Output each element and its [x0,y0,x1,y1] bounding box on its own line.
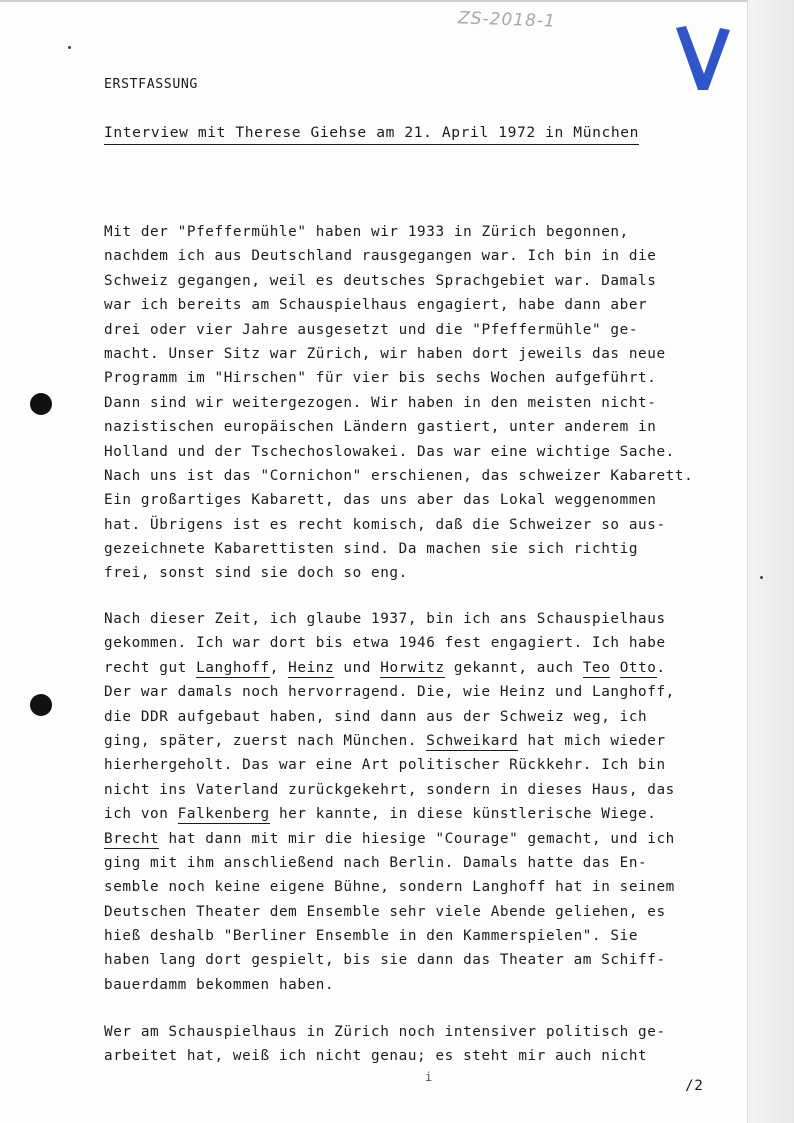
text-line [104,537,724,561]
text-line [104,391,724,415]
text-run: Programm im "Hirschen" für vier bis sechs Wochen aufgeführt. [104,370,657,387]
text-line [104,366,724,390]
text-line [104,607,724,631]
text-run: semble noch keine eigene Bühne, sondern Langhoff hat in seinem [104,879,675,896]
text-run: Schweiz gegangen, weil es deutsches Sprachgebiet war. Damals [104,272,657,289]
text-line [104,680,724,704]
text-run: Dann sind wir weitergezogen. Wir haben in den meisten nicht- [104,394,657,411]
speck-mark [68,46,71,49]
text-line [104,656,724,680]
speck-mark [760,576,763,579]
text-line [104,220,724,244]
text-run: frei, sonst sind sie doch so eng. [104,565,408,582]
text-run: hat. Übrigens ist es recht komisch, daß die Schweizer so aus- [104,516,666,533]
text-line [104,900,724,924]
text-line [104,342,724,366]
text-line [104,875,724,899]
text-run: gekannt, auch [444,659,583,676]
text-run: gezeichnete Kabarettisten sind. Da machen sie sich richtig [104,541,639,558]
text-run: hat mich wieder [518,732,666,749]
text-run: haben lang dort gespielt, bis sie dann das Theater am Schiff- [104,952,666,969]
archive-number: ZS-2018-1 [457,8,557,32]
document-title: Interview mit Therese Giehse am 21. April 1972 in München [104,124,639,145]
text-line [104,729,724,753]
text-line [104,269,724,293]
text-run: hieß deshalb "Berliner Ensemble in den Kammerspielen". Sie [104,928,639,945]
text-line [104,924,724,948]
underlined-name: Horwitz [380,659,445,676]
text-run: Wer am Schauspielhaus in Zürich noch intensiver politisch ge- [104,1024,666,1040]
text-line [104,488,724,512]
text-run: die DDR aufgebaut haben, sind dann aus der Schweiz weg, ich [104,708,648,725]
text-run: und [334,659,381,676]
draft-label: ERSTFASSUNG [104,77,198,92]
text-run [610,660,619,676]
text-line [104,778,724,802]
text-line [104,827,724,851]
text-run: arbeitet hat, weiß ich nicht genau; es steht mir auch nicht [104,1048,648,1065]
text-run: ging, später, zuerst nach München. [104,732,427,749]
punch-hole-icon [30,393,52,415]
text-run: Nach dieser Zeit, ich glaube 1937, bin ich ans Schauspielhaus [104,611,666,627]
text-run: , [269,659,289,676]
page-right-edge [747,0,794,1123]
text-line [104,851,724,875]
text-run: war ich bereits am Schauspielhaus engagiert, habe dann aber [104,297,648,314]
text-run: hierhergeholt. Das war eine Art politischer Rückkehr. Ich bin [104,757,666,774]
text-line [104,440,724,464]
text-run: Ein großartiges Kabarett, das uns aber das Lokal weggenommen [104,492,657,509]
text-line [104,318,724,342]
text-run: Nach uns ist das "Cornichon" erschienen, das schweizer Kabarett. [104,467,694,484]
text-line [104,464,724,488]
underlined-name: Heinz [288,659,335,676]
underlined-name: Otto [619,659,657,676]
v-check-mark-icon [672,22,734,94]
text-run: recht gut [104,659,197,676]
text-run: nicht ins Vaterland zurückgekehrt, sondern in dieses Haus, das [104,781,675,798]
text-run: . [656,659,666,676]
text-run: Holland und der Tschechoslowakei. Das war eine wichtige Sache. [104,443,675,460]
text-run: gekommen. Ich war dort bis etwa 1946 fest engagiert. Ich habe [104,635,666,652]
text-line [104,948,724,972]
text-run: nazistischen europäischen Ländern gastiert, unter anderem in [104,419,657,436]
page-top-edge [0,0,794,2]
next-page-reference: /2 [685,1078,704,1094]
text-line [104,293,724,317]
paragraph-1 [104,220,724,586]
text-run: nachdem ich aus Deutschland rausgegangen war. Ich bin in die [104,248,657,265]
underlined-name: Teo [582,659,611,676]
text-line [104,753,724,777]
text-run: macht. Unser Sitz war Zürich, wir haben dort jeweils das neue [104,345,666,362]
paragraph-3 [104,1020,724,1069]
text-line [104,1020,724,1044]
punch-hole-icon [30,694,52,716]
paragraph-2 [104,607,724,997]
underlined-name: Langhoff [196,659,270,676]
text-line [104,802,724,826]
text-run: drei oder vier Jahre ausgesetzt und die "Pfeffermühle" ge- [104,321,639,338]
text-run: ging mit ihm anschließend nach Berlin. Damals hatte das En- [104,854,648,871]
footer-mark: i [425,1070,433,1084]
text-run: her kannte, in diese künstlerische Wiege. [269,806,657,823]
text-line [104,513,724,537]
text-line [104,415,724,439]
text-run: hat dann mit mir die hiesige "Courage" gemacht, und ich [159,830,675,847]
text-run: Mit der "Pfeffermühle" haben wir 1933 in Zürich begonnen, [104,224,629,240]
underlined-name: Brecht [104,830,160,847]
text-run: bauerdamm bekommen haben. [104,976,335,993]
text-line [104,631,724,655]
underlined-name: Falkenberg [177,806,270,823]
text-line [104,244,724,268]
text-line [104,1044,724,1068]
text-run: ich von [104,806,178,823]
text-run: Deutschen Theater dem Ensemble sehr viele Abende geliehen, es [104,903,666,920]
text-line [104,561,724,585]
text-run: Der war damals noch hervorragend. Die, wie Heinz und Langhoff, [104,684,675,701]
underlined-name: Schweikard [426,732,519,749]
text-line [104,973,724,997]
text-line [104,705,724,729]
